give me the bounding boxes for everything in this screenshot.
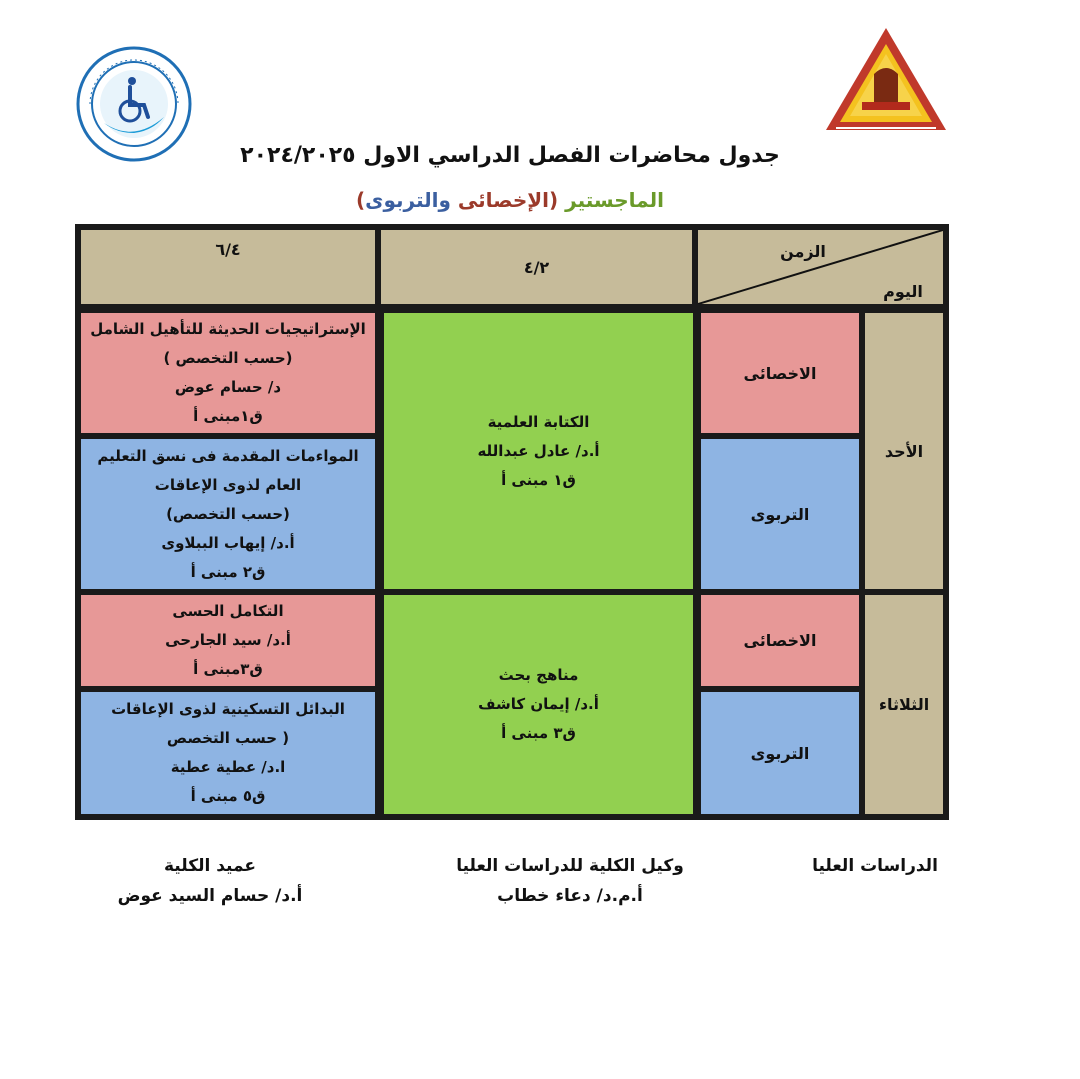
course-note: (حسب التخصص ): [163, 349, 293, 367]
course-note: (حسب التخصص): [166, 504, 290, 523]
day-name: الثلاثاء: [878, 695, 930, 714]
day-label: اليوم: [883, 282, 923, 301]
day-name: الأحد: [884, 441, 924, 461]
subtitle-track-educational: والتربوى: [365, 188, 451, 212]
course-title-cont: العام لذوى الإعاقات: [154, 475, 302, 494]
signature-postgrad-office: [790, 856, 960, 876]
room-location: ق١ مبنى أ: [501, 470, 576, 489]
course-title: مناهج بحث: [498, 666, 579, 684]
room-location: ق٢ مبنى أ: [190, 562, 266, 581]
lecture-cell-educational: [81, 439, 375, 589]
room-location: ق١مبنى أ: [193, 407, 263, 425]
instructor-name: أ.د/ إيهاب الببلاوى: [161, 533, 295, 552]
time-slot-6-4-header: ٦/٤: [81, 230, 375, 304]
track-name: الاخصائى: [743, 363, 817, 383]
signature-title: وكيل الكلية للدراسات العليا: [456, 856, 684, 876]
track-cell-specialist: [701, 595, 859, 686]
day-cell-sunday: [865, 313, 943, 589]
corner-header-cell: [698, 230, 943, 304]
lecture-cell-shared: [384, 595, 693, 814]
day-cell-tuesday: [865, 595, 943, 814]
track-cell-educational: [701, 692, 859, 814]
instructor-name: أ.د/ عادل عبدالله: [477, 441, 600, 460]
instructor-name: أ.د/ سيد الجارحى: [165, 631, 291, 649]
page-title: جدول محاضرات الفصل الدراسي الاول ٢٠٢٤/٢٠٢٥: [240, 143, 780, 168]
signature-vice-dean: [420, 856, 720, 906]
instructor-name: ا.د/ عطية عطية: [170, 758, 286, 776]
signature-title: عميد الكلية: [164, 856, 256, 876]
subtitle-close-paren: ): [356, 188, 366, 212]
cropped-header-text: [340, 4, 740, 18]
signature-name: أ.م.د/ دعاء خطاب: [497, 886, 643, 906]
course-title: البدائل التسكينية لذوى الإعاقات: [111, 700, 345, 718]
track-cell-specialist: [701, 313, 859, 433]
track-name: الاخصائى: [743, 631, 817, 650]
room-location: ق٥ مبنى أ: [190, 787, 266, 805]
page-subtitle: [300, 188, 720, 212]
room-location: ق٣مبنى أ: [193, 660, 263, 678]
room-location: ق٣ مبنى أ: [501, 724, 576, 742]
lecture-cell-shared: [384, 313, 693, 589]
instructor-name: د/ حسام عوض: [174, 378, 282, 396]
course-title: التكامل الحسى: [172, 602, 284, 620]
signature-name: أ.د/ حسام السيد عوض: [117, 886, 303, 906]
lecture-cell-specialist: [81, 595, 375, 686]
track-name: التربوى: [750, 743, 810, 763]
time-slot-4-2-header: ٤/٢: [381, 230, 692, 304]
signature-dean: [95, 856, 325, 906]
lecture-cell-specialist: [81, 313, 375, 433]
subtitle-open-paren: (: [549, 188, 559, 212]
instructor-name: أ.د/ إيمان كاشف: [478, 695, 599, 713]
signature-title: الدراسات العليا: [812, 856, 938, 876]
track-name: التربوى: [750, 504, 810, 524]
lecture-cell-educational: [81, 692, 375, 814]
university-logo: [822, 24, 950, 134]
faculty-logo: [72, 45, 196, 163]
schedule-table: [75, 224, 949, 820]
course-title: الإستراتيجيات الحديثة للتأهيل الشامل: [90, 320, 366, 338]
track-cell-educational: [701, 439, 859, 589]
time-label: الزمن: [780, 242, 826, 261]
course-title: المواءمات المقدمة فى نسق التعليم: [97, 446, 359, 465]
subtitle-track-specialist: الإخصائى: [457, 188, 550, 212]
subtitle-program: الماجستير: [565, 188, 664, 212]
course-note: ( حسب التخصص: [166, 729, 290, 747]
course-title: الكتابة العلمية: [487, 412, 590, 431]
